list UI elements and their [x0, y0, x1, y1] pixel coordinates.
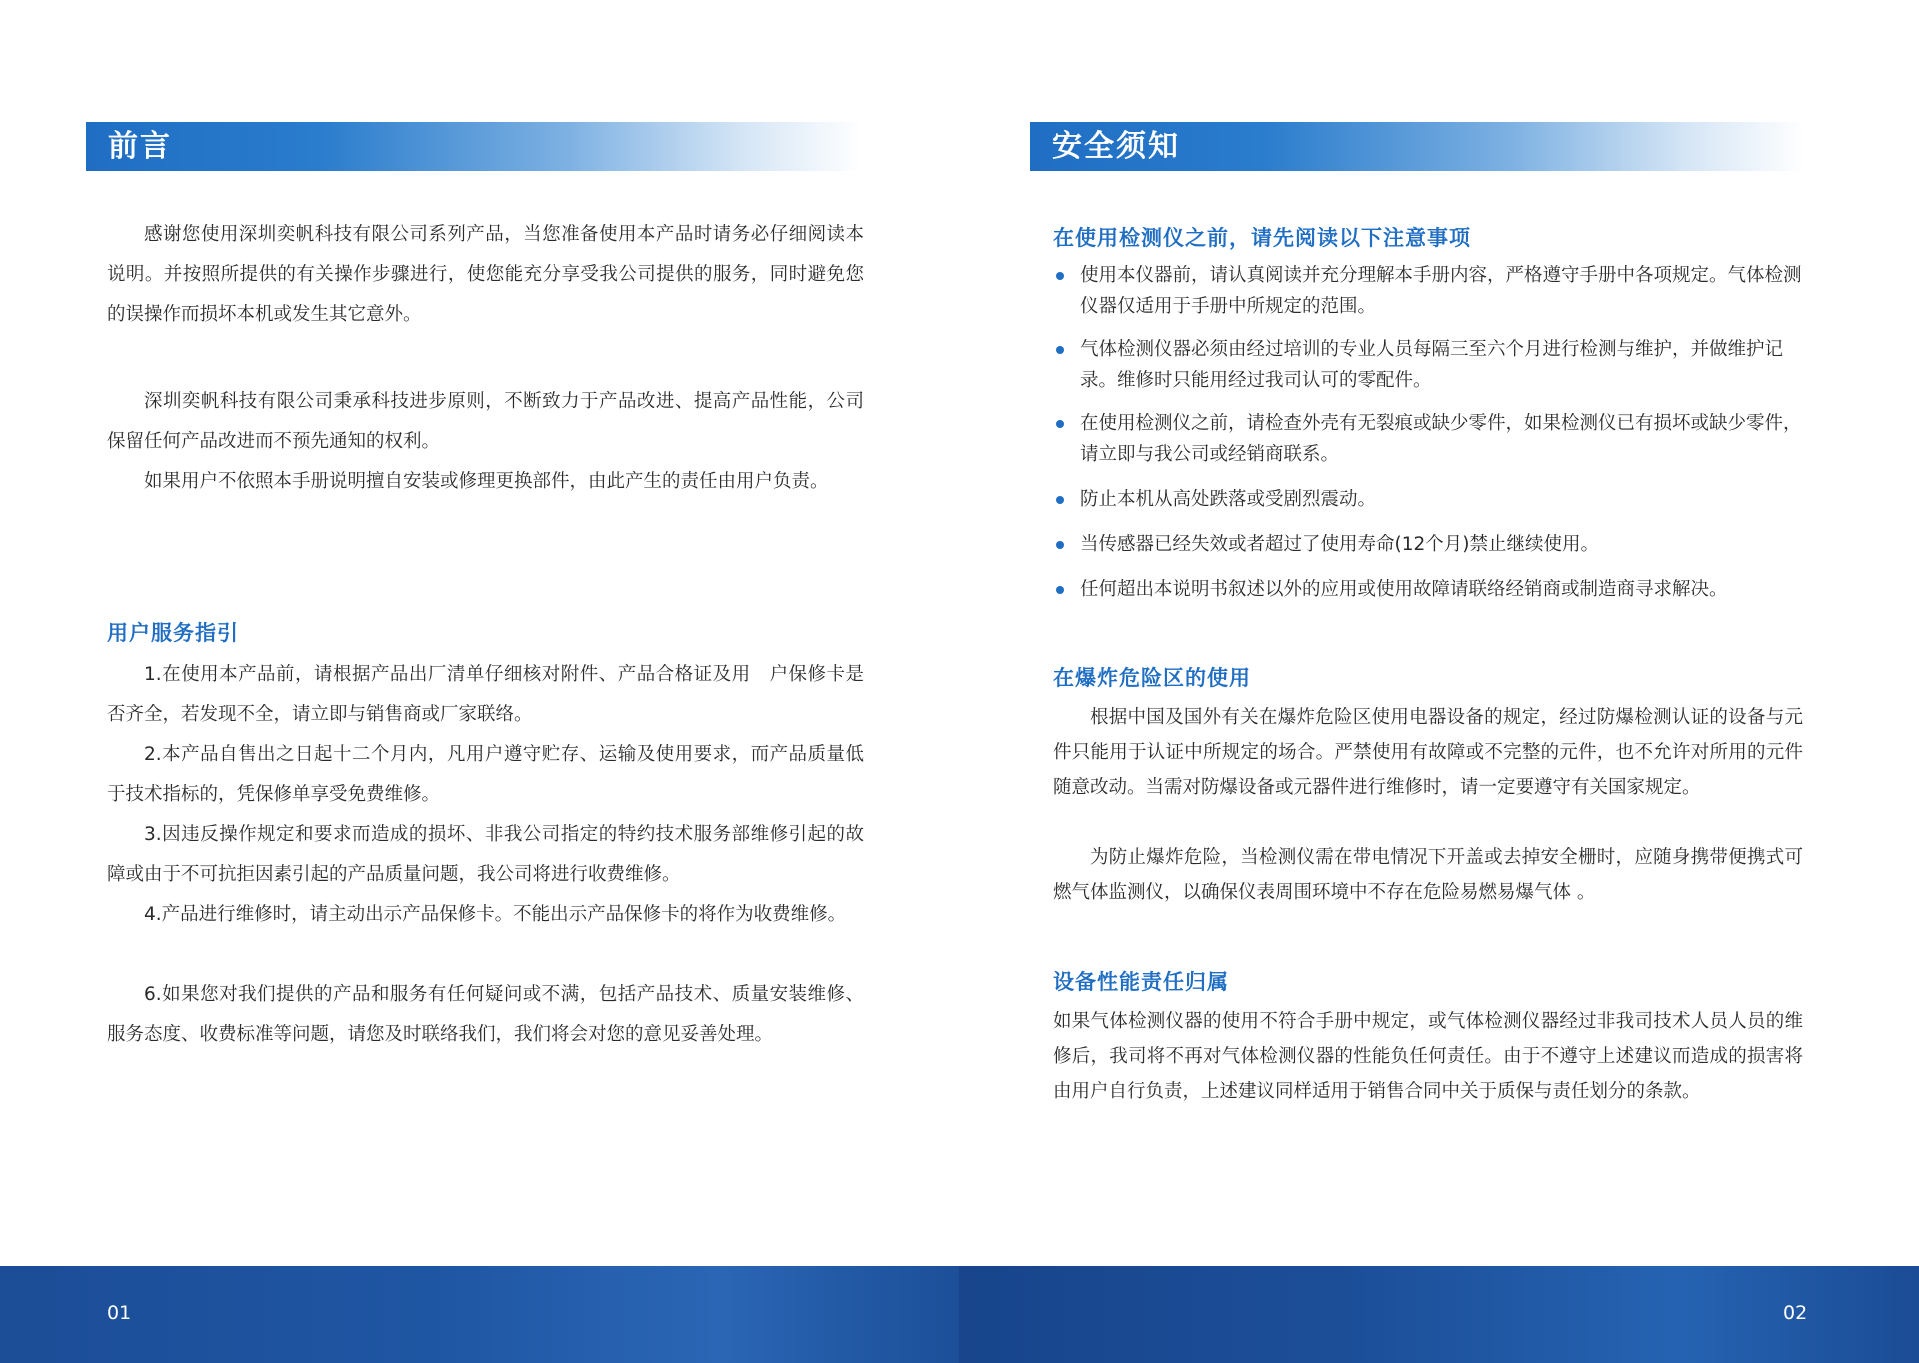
bullet-dot-icon	[1056, 541, 1064, 549]
safety-bullet-text: 当传感器已经失效或者超过了使用寿命(12个月)禁止继续使用。	[1080, 534, 1599, 555]
bullet-dot-icon	[1056, 272, 1064, 280]
service-item-3: 3.因违反操作规定和要求而造成的损坏、非我公司指定的特约技术服务部维修引起的故障或由于不可抗拒因素引起的产品质量问题，我公司将进行收费维修。	[107, 824, 864, 885]
preface-title: 前言	[108, 129, 172, 164]
liability-paragraph: 如果气体检测仪器的使用不符合手册中规定，或气体检测仪器经过非我司技术人员人员的维修后，我司将不再对气体检测仪器的性能负任何责任。由于不遵守上述建议而造成的损害将由用户自行负责，上述建议同样适用于销售合同中关于质保与责任划分的条款。	[1053, 1011, 1803, 1102]
safety-bullet-text: 任何超出本说明书叙述以外的应用或使用故障请联络经销商或制造商寻求解决。	[1080, 579, 1728, 600]
footer-band	[0, 1266, 1919, 1363]
safety-bullet-text: 气体检测仪器必须由经过培训的专业人员每隔三至六个月进行检测与维护，并做维护记录。维修时只能用经过我司认可的零配件。	[1080, 339, 1784, 391]
page-right	[959, 0, 1919, 1363]
preface-paragraph-3: 如果用户不依照本手册说明擅自安装或修理更换部件，由此产生的责任由用户负责。	[144, 471, 829, 492]
safety-bullet-item	[1053, 260, 1803, 322]
safety-bullet-list	[1053, 260, 1803, 605]
service-item-4: 4.产品进行维修时，请主动出示产品保修卡。不能出示产品保修卡的将作为收费维修。	[144, 904, 847, 925]
before-use-heading: 在使用检测仪之前，请先阅读以下注意事项	[1053, 226, 1471, 250]
bullet-dot-icon	[1056, 586, 1064, 594]
service-item-1: 1.在使用本产品前，请根据产品出厂清单仔细核对附件、产品合格证及用 户保修卡是否齐全，若发现不全，请立即与销售商或厂家联络。	[107, 664, 864, 725]
explosion-paragraph-2: 为防止爆炸危险，当检测仪需在带电情况下开盖或去掉安全栅时，应随身携带便携式可燃气体监测仪，以确保仪表周围环境中不存在危险易燃易爆气体 。	[1053, 847, 1803, 903]
safety-bullet-text: 在使用检测仪之前，请检查外壳有无裂痕或缺少零件，如果检测仪已有损坏或缺少零件，请立即与我公司或经销商联系。	[1080, 413, 1802, 465]
page-number-left: 01	[107, 1302, 132, 1324]
bullet-dot-icon	[1056, 346, 1064, 354]
safety-bullet-item	[1053, 334, 1803, 396]
safety-bullet-item	[1053, 408, 1803, 470]
service-item-6: 6.如果您对我们提供的产品和服务有任何疑问或不满，包括产品技术、质量安装维修、服务态度、收费标准等问题，请您及时联络我们，我们将会对您的意见妥善处理。	[107, 984, 864, 1045]
service-item-2: 2.本产品自售出之日起十二个月内，凡用户遵守贮存、运输及使用要求，而产品质量低于技术指标的，凭保修单享受免费维修。	[107, 744, 864, 805]
safety-bullet-text: 使用本仪器前，请认真阅读并充分理解本手册内容，严格遵守手册中各项规定。气体检测仪器仅适用于手册中所规定的范围。	[1080, 265, 1802, 317]
preface-title-bar	[86, 122, 862, 171]
explosion-paragraph-1: 根据中国及国外有关在爆炸危险区使用电器设备的规定，经过防爆检测认证的设备与元件只能用于认证中所规定的场合。严禁使用有故障或不完整的元件，也不允许对所用的元件随意改动。当需对防爆设备或元器件进行维修时，请一定要遵守有关国家规定。	[1053, 707, 1803, 798]
safety-title: 安全须知	[1052, 129, 1180, 164]
service-guide-heading: 用户服务指引	[107, 621, 239, 645]
explosion-zone-heading: 在爆炸危险区的使用	[1053, 666, 1251, 690]
footer-right	[959, 1266, 1919, 1363]
footer-left	[0, 1266, 959, 1363]
safety-bullet-item	[1053, 529, 1803, 560]
liability-heading: 设备性能责任归属	[1053, 970, 1229, 994]
safety-title-bar	[1030, 122, 1805, 171]
safety-bullet-item	[1053, 484, 1803, 515]
preface-paragraph-2: 深圳奕帆科技有限公司秉承科技进步原则，不断致力于产品改进、提高产品性能，公司保留任何产品改进而不预先通知的权利。	[107, 391, 864, 452]
safety-bullet-item	[1053, 574, 1803, 605]
bullet-dot-icon	[1056, 496, 1064, 504]
bullet-dot-icon	[1056, 420, 1064, 428]
page-number-right: 02	[1783, 1302, 1808, 1324]
preface-paragraph-1: 感谢您使用深圳奕帆科技有限公司系列产品，当您准备使用本产品时请务必仔细阅读本说明。并按照所提供的有关操作步骤进行，使您能充分享受我公司提供的服务，同时避免您的误操作而损坏本机或发生其它意外。	[107, 224, 864, 325]
safety-bullet-text: 防止本机从高处跌落或受剧烈震动。	[1080, 489, 1377, 510]
